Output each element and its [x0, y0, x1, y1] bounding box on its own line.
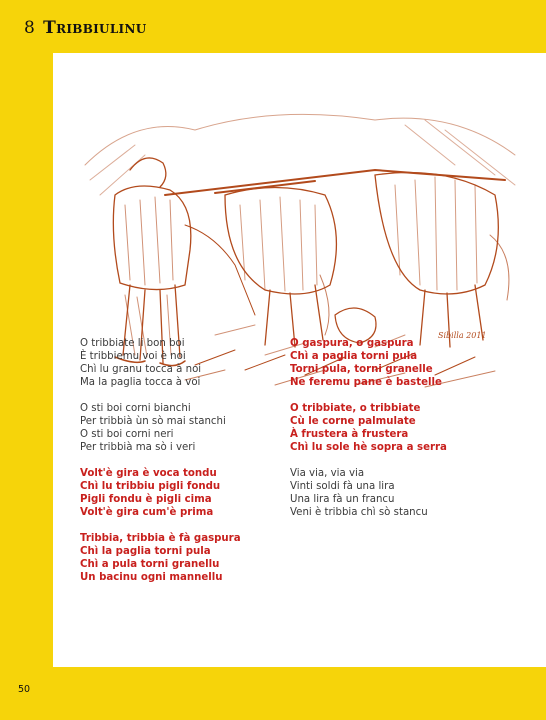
- poem-stanza: [290, 337, 447, 389]
- poem-line: Ma la paglia tocca à voi: [80, 377, 201, 388]
- poem-line: Chì a pula torni granellu: [80, 559, 220, 570]
- page-number: 50: [18, 684, 31, 695]
- poem-line: O tribbiate li bon boi: [80, 338, 185, 349]
- poem-line: Tribbia, tribbia è fà gaspura: [80, 533, 241, 544]
- poem-line: O gaspura, o gaspura: [290, 338, 414, 349]
- poem-stanza: [290, 467, 447, 519]
- poem-line: Vinti soldi fà una lira: [290, 481, 395, 492]
- page-title: [24, 18, 147, 38]
- poem-line: Chì a paglia torni pula: [290, 351, 418, 362]
- poem-line: Volt'è gira cum'è prima: [80, 507, 214, 518]
- poem-line: Chì la paglia torni pula: [80, 546, 211, 557]
- poem-column-left: [80, 337, 241, 597]
- chapter-title: Tribbiulinu: [43, 18, 147, 38]
- poem-line: Chì lu granu tocca à noi: [80, 364, 202, 375]
- poem-line: Via via, via via: [290, 468, 365, 479]
- poem-line: Volt'è gira è voca tondu: [80, 468, 217, 479]
- poem-line: Per tribbià ùn sò mai stanchi: [80, 416, 226, 427]
- poem-stanza: [80, 402, 241, 454]
- artist-signature: Sibilla 2011: [438, 331, 487, 340]
- poem-line: À frustera à frustera: [290, 429, 409, 440]
- poem-line: È tribbiemu voi è noi: [80, 351, 186, 362]
- poem-line: O sti boi corni bianchi: [80, 403, 191, 414]
- poem-stanza: [290, 402, 447, 454]
- poem-line: Chì lu tribbiu pigli fondu: [80, 481, 221, 492]
- poem-line: Un bacinu ogni mannellu: [80, 572, 223, 583]
- poem-line: Veni è tribbia chì sò stancu: [290, 507, 428, 518]
- chapter-number: 8: [24, 18, 36, 38]
- poem-column-right: [290, 337, 447, 532]
- poem-line: O tribbiate, o tribbiate: [290, 403, 421, 414]
- poem-line: Pigli fondu è pigli cima: [80, 494, 212, 505]
- poem-line: Ne feremu pane è bastelle: [290, 377, 442, 388]
- poem-line: Cù le corne palmulate: [290, 416, 416, 427]
- poem-stanza: [80, 532, 241, 584]
- poem-stanza: [80, 337, 241, 389]
- poem-line: Una lira fà un francu: [290, 494, 395, 505]
- poem-line: Torni pula, torni granelle: [290, 364, 433, 375]
- poem-line: Per tribbià ma sò i veri: [80, 442, 196, 453]
- poem-line: Chì lu sole hè sopra a serra: [290, 442, 447, 453]
- poem-stanza: [80, 467, 241, 519]
- poem-line: O sti boi corni neri: [80, 429, 174, 440]
